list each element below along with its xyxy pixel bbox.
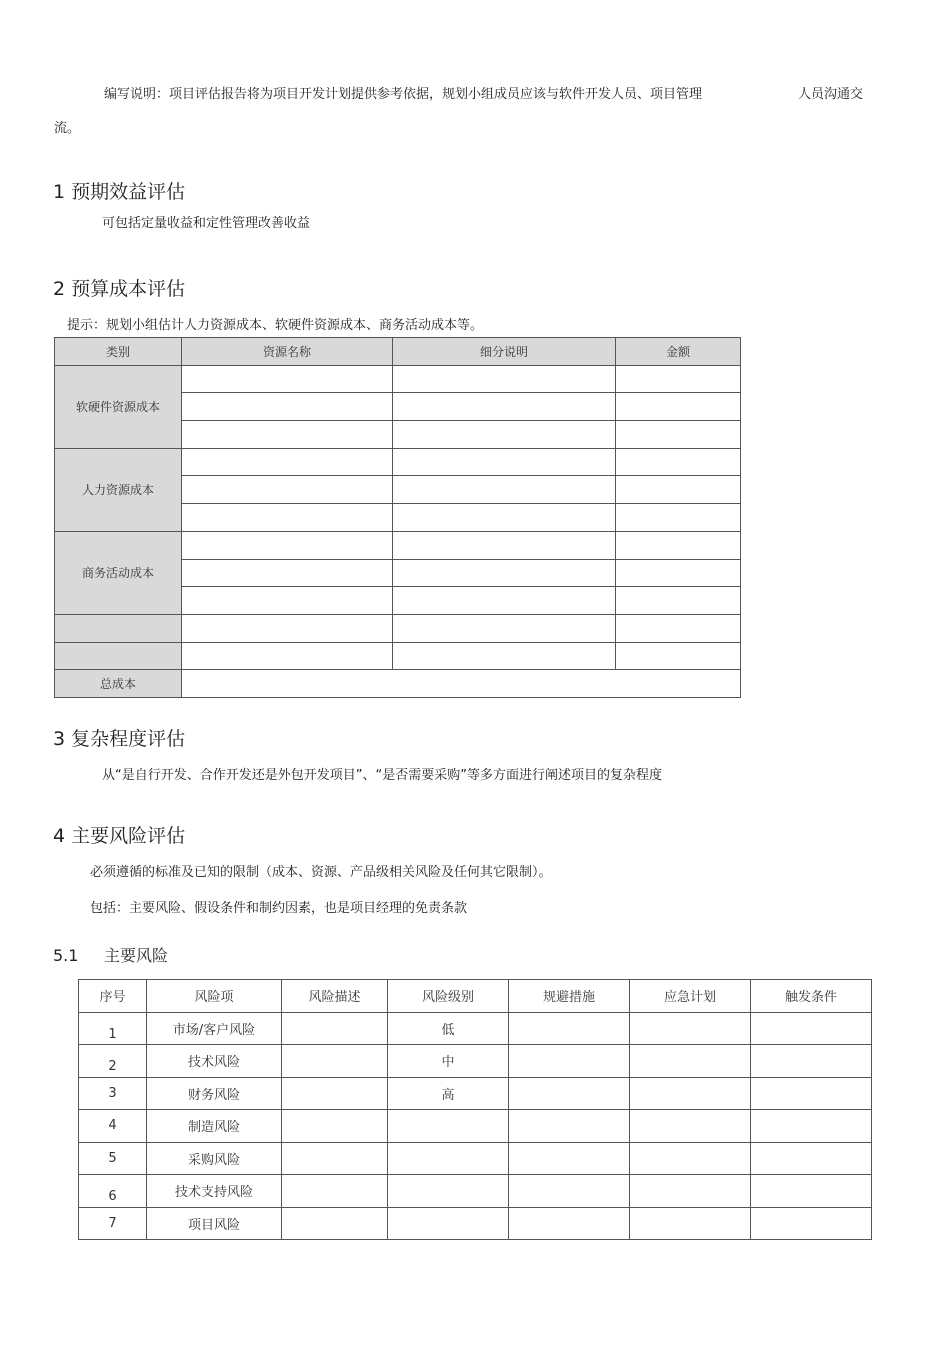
risk-level: 中	[388, 1045, 509, 1078]
cell-input[interactable]	[616, 448, 741, 476]
cell-input[interactable]	[509, 1175, 630, 1208]
cell-input[interactable]	[751, 1012, 872, 1045]
table-row	[79, 1012, 872, 1045]
table-row	[55, 365, 741, 393]
risk-level: 高	[388, 1077, 509, 1110]
risk-level	[388, 1175, 509, 1208]
cell-input[interactable]	[509, 1207, 630, 1240]
cell-input[interactable]	[282, 1110, 388, 1143]
cell-input[interactable]	[509, 1012, 630, 1045]
risk-table	[78, 979, 872, 1240]
cell-input[interactable]	[630, 1012, 751, 1045]
risk-item: 制造风险	[147, 1110, 282, 1143]
cell-input[interactable]	[616, 642, 741, 670]
table-row	[55, 448, 741, 476]
group-blank	[55, 642, 182, 670]
cell-input[interactable]	[282, 1142, 388, 1175]
cell-input[interactable]	[282, 1045, 388, 1078]
header-category: 类别	[55, 338, 182, 366]
cell-input[interactable]	[616, 504, 741, 532]
header-no: 序号	[79, 980, 147, 1013]
table-row	[79, 1077, 872, 1110]
header-detail: 细分说明	[393, 338, 616, 366]
cell-input[interactable]	[751, 1142, 872, 1175]
cell-input[interactable]	[393, 531, 616, 559]
cell-input[interactable]	[182, 614, 393, 642]
cell-input[interactable]	[182, 587, 393, 615]
cell-input[interactable]	[182, 448, 393, 476]
group-business: 商务活动成本	[55, 531, 182, 614]
cell-input[interactable]	[393, 587, 616, 615]
cell-input[interactable]	[393, 393, 616, 421]
header-avoid: 规避措施	[509, 980, 630, 1013]
risk-level	[388, 1142, 509, 1175]
cell-input[interactable]	[182, 642, 393, 670]
risk-no: 3	[79, 1077, 147, 1110]
cell-input[interactable]	[393, 504, 616, 532]
cell-input[interactable]	[182, 504, 393, 532]
total-label: 总成本	[55, 670, 182, 698]
intro-line1: 编写说明：项目评估报告将为项目开发计划提供参考依据，规划小组成员应该与软件开发人员、项目管理	[104, 87, 703, 102]
total-value-cell[interactable]	[182, 670, 741, 698]
cell-input[interactable]	[393, 476, 616, 504]
risk-no: 2	[79, 1045, 147, 1078]
cell-input[interactable]	[616, 476, 741, 504]
risk-level	[388, 1207, 509, 1240]
cell-input[interactable]	[751, 1207, 872, 1240]
risk-no: 4	[79, 1110, 147, 1143]
table-row	[55, 642, 741, 670]
section-4-heading: 4 主要风险评估	[53, 825, 186, 847]
cell-input[interactable]	[616, 393, 741, 421]
section-5-1-number: 5.1	[53, 946, 79, 965]
cell-input[interactable]	[616, 531, 741, 559]
risk-level: 低	[388, 1012, 509, 1045]
table-row	[55, 531, 741, 559]
cell-input[interactable]	[282, 1012, 388, 1045]
risk-no: 7	[79, 1207, 147, 1240]
risk-no: 6	[79, 1175, 147, 1208]
cell-input[interactable]	[182, 476, 393, 504]
cell-input[interactable]	[630, 1207, 751, 1240]
risk-no: 5	[79, 1142, 147, 1175]
cell-input[interactable]	[616, 559, 741, 587]
risk-no: 1	[79, 1012, 147, 1045]
table-row	[79, 1142, 872, 1175]
cell-input[interactable]	[616, 421, 741, 449]
section-1-body: 可包括定量收益和定性管理改善收益	[102, 216, 311, 231]
cell-input[interactable]	[393, 448, 616, 476]
header-risk-desc: 风险描述	[282, 980, 388, 1013]
section-2-hint: 提示：规划小组估计人力资源成本、软硬件资源成本、商务活动成本等。	[67, 318, 484, 333]
group-hardware-software: 软硬件资源成本	[55, 365, 182, 448]
table-row	[79, 1110, 872, 1143]
section-1-heading: 1 预期效益评估	[53, 181, 186, 203]
cost-table-header	[55, 338, 741, 366]
intro-line2: 流。	[54, 121, 81, 136]
cell-input[interactable]	[630, 1077, 751, 1110]
cell-input[interactable]	[509, 1142, 630, 1175]
cell-input[interactable]	[393, 614, 616, 642]
cell-input[interactable]	[616, 587, 741, 615]
cell-input[interactable]	[509, 1045, 630, 1078]
cell-input[interactable]	[393, 365, 616, 393]
section-5-1-heading: 主要风险	[104, 946, 169, 965]
cell-input[interactable]	[630, 1142, 751, 1175]
cell-input[interactable]	[751, 1175, 872, 1208]
group-blank	[55, 614, 182, 642]
section-3-heading: 3 复杂程度评估	[53, 728, 186, 750]
risk-item: 市场/客户风险	[147, 1012, 282, 1045]
risk-item: 技术支持风险	[147, 1175, 282, 1208]
risk-item: 采购风险	[147, 1142, 282, 1175]
cell-input[interactable]	[282, 1175, 388, 1208]
cell-input[interactable]	[616, 365, 741, 393]
cell-input[interactable]	[751, 1077, 872, 1110]
cell-input[interactable]	[630, 1045, 751, 1078]
table-row	[55, 614, 741, 642]
risk-level	[388, 1110, 509, 1143]
cell-input[interactable]	[630, 1110, 751, 1143]
section-3-body: 从“是自行开发、合作开发还是外包开发项目”、“是否需要采购”等多方面进行阐述项目的复杂程度	[102, 768, 662, 783]
intro-line1-tail: 人员沟通交	[798, 87, 864, 102]
total-row	[55, 670, 741, 698]
cell-input[interactable]	[182, 393, 393, 421]
risk-item: 项目风险	[147, 1207, 282, 1240]
risk-table-header	[79, 980, 872, 1013]
table-row	[79, 1175, 872, 1208]
cell-input[interactable]	[282, 1207, 388, 1240]
header-resource-name: 资源名称	[182, 338, 393, 366]
header-amount: 金额	[616, 338, 741, 366]
cell-input[interactable]	[751, 1110, 872, 1143]
cell-input[interactable]	[393, 642, 616, 670]
cell-input[interactable]	[182, 421, 393, 449]
cell-input[interactable]	[182, 531, 393, 559]
cell-input[interactable]	[393, 421, 616, 449]
risk-item: 技术风险	[147, 1045, 282, 1078]
header-risk-level: 风险级别	[388, 980, 509, 1013]
cell-input[interactable]	[616, 614, 741, 642]
cell-input[interactable]	[751, 1045, 872, 1078]
cell-input[interactable]	[182, 559, 393, 587]
cell-input[interactable]	[393, 559, 616, 587]
risk-item: 财务风险	[147, 1077, 282, 1110]
cost-table	[54, 337, 741, 698]
table-row	[79, 1207, 872, 1240]
header-risk-item: 风险项	[147, 980, 282, 1013]
header-contingency: 应急计划	[630, 980, 751, 1013]
cell-input[interactable]	[182, 365, 393, 393]
section-2-heading: 2 预算成本评估	[53, 278, 186, 300]
header-trigger: 触发条件	[751, 980, 872, 1013]
section-4-body-2: 包括：主要风险、假设条件和制约因素，也是项目经理的免责条款	[90, 901, 468, 916]
table-row	[79, 1045, 872, 1078]
cell-input[interactable]	[630, 1175, 751, 1208]
cell-input[interactable]	[509, 1077, 630, 1110]
cell-input[interactable]	[282, 1077, 388, 1110]
cell-input[interactable]	[509, 1110, 630, 1143]
section-4-body-1: 必须遵循的标准及已知的限制（成本、资源、产品级相关风险及任何其它限制）。	[90, 865, 552, 880]
group-human-resource: 人力资源成本	[55, 448, 182, 531]
